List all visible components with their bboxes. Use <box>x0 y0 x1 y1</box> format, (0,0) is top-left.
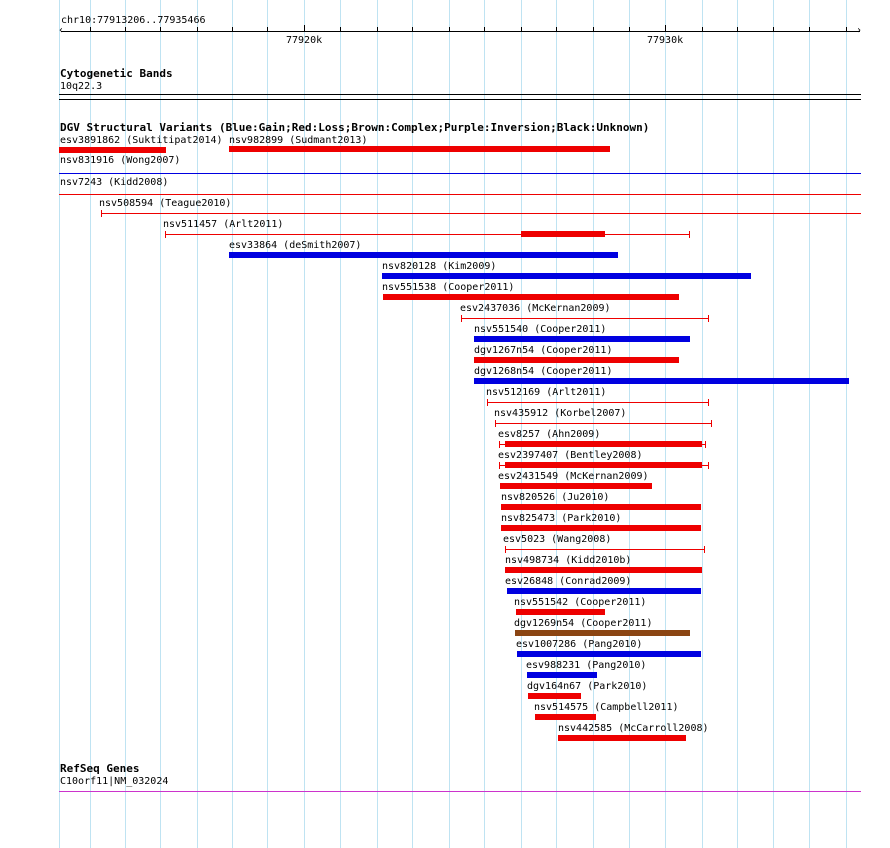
variant-feature-bar[interactable] <box>474 378 849 384</box>
variant-label[interactable]: nsv511457 (Arlt2011) <box>163 219 284 230</box>
ruler-axis <box>61 31 860 32</box>
variant-feature-bar[interactable] <box>558 735 686 741</box>
variant-feature-line[interactable] <box>487 402 709 403</box>
ruler-major-tick <box>665 25 666 32</box>
variant-label[interactable]: esv2431549 (McKernan2009) <box>498 471 649 482</box>
variant-label[interactable]: nsv442585 (McCarroll2008) <box>558 723 709 734</box>
variant-label[interactable]: esv33864 (deSmith2007) <box>229 240 362 251</box>
variant-feature-bar[interactable] <box>515 630 690 636</box>
variant-label[interactable]: nsv498734 (Kidd2010b) <box>505 555 632 566</box>
variant-label[interactable]: dgv1268n54 (Cooper2011) <box>474 366 613 377</box>
variant-feature-bar[interactable] <box>500 483 652 489</box>
variant-label[interactable]: nsv7243 (Kidd2008) <box>60 177 169 188</box>
variant-feature-bar[interactable] <box>501 504 701 510</box>
variant-label[interactable]: esv26848 (Conrad2009) <box>505 576 632 587</box>
variant-label[interactable]: nsv831916 (Wong2007) <box>60 155 181 166</box>
variant-feature-cap <box>711 420 712 427</box>
variant-feature-bar[interactable] <box>229 146 610 152</box>
ruler-tick <box>340 27 341 32</box>
variant-label[interactable]: esv988231 (Pang2010) <box>526 660 647 671</box>
variant-feature-cap <box>705 441 706 448</box>
dgv-track-title: DGV Structural Variants (Blue:Gain;Red:Loss;Brown:Complex;Purple:Inversion;Black:Unknown) <box>60 121 650 134</box>
ruler-tick <box>125 27 126 32</box>
ruler-tick-label: 77920k <box>286 35 323 46</box>
refseq-gene-label[interactable]: C10orf11|NM_032024 <box>60 776 169 787</box>
ruler-tick <box>160 27 161 32</box>
ruler-location: chr10:77913206..77935466 <box>61 15 206 26</box>
variant-feature-cap <box>487 399 488 406</box>
variant-feature-cap <box>708 462 709 469</box>
cytoband-label: 10q22.3 <box>60 81 103 92</box>
variant-feature-core[interactable] <box>521 231 605 237</box>
variant-feature-cap <box>461 315 462 322</box>
ruler-tick <box>556 27 557 32</box>
variant-feature-bar[interactable] <box>527 672 597 678</box>
variant-label[interactable]: esv5023 (Wang2008) <box>503 534 612 545</box>
variant-feature-bar[interactable] <box>528 693 581 699</box>
variant-feature-cap <box>505 546 506 553</box>
ruler-tick-label: 77930k <box>647 35 684 46</box>
variant-label[interactable]: nsv825473 (Park2010) <box>501 513 622 524</box>
variant-feature-bar[interactable] <box>517 651 701 657</box>
variant-label[interactable]: nsv551538 (Cooper2011) <box>382 282 515 293</box>
variant-feature-cap <box>101 210 102 217</box>
variant-feature-line[interactable] <box>165 234 690 235</box>
variant-feature-core[interactable] <box>505 441 702 447</box>
ruler-tick <box>809 27 810 32</box>
cytobands-track-title: Cytogenetic Bands <box>60 67 173 80</box>
variant-label[interactable]: nsv982899 (Sudmant2013) <box>229 135 368 146</box>
cytoband-line <box>59 99 861 100</box>
variant-feature-bar[interactable] <box>535 714 596 720</box>
variant-feature-bar[interactable] <box>382 273 751 279</box>
variant-feature-bar[interactable] <box>383 294 679 300</box>
variant-label[interactable]: esv8257 (Ahn2009) <box>498 429 601 440</box>
variant-feature-cap <box>495 420 496 427</box>
variant-label[interactable]: dgv164n67 (Park2010) <box>527 681 648 692</box>
variant-feature-cap <box>708 399 709 406</box>
variant-feature-cap <box>704 546 705 553</box>
variant-label[interactable]: esv3891862 (Suktitipat2014) <box>60 135 223 146</box>
grid-line <box>665 0 666 848</box>
ruler-tick <box>412 27 413 32</box>
variant-feature-core[interactable] <box>505 462 702 468</box>
variant-feature-line[interactable] <box>495 423 712 424</box>
variant-label[interactable]: dgv1269n54 (Cooper2011) <box>514 618 653 629</box>
grid-line <box>702 0 703 848</box>
ruler-tick <box>521 27 522 32</box>
ruler-tick <box>702 27 703 32</box>
variant-feature-line[interactable] <box>59 173 861 174</box>
variant-feature-cap <box>708 315 709 322</box>
ruler-tick <box>90 27 91 32</box>
grid-line <box>809 0 810 848</box>
ruler-tick <box>377 27 378 32</box>
variant-feature-bar[interactable] <box>474 336 690 342</box>
variant-feature-line[interactable] <box>59 194 861 195</box>
refseq-track-title: RefSeq Genes <box>60 762 140 775</box>
ruler-tick <box>737 27 738 32</box>
ruler-tick <box>232 27 233 32</box>
variant-label[interactable]: nsv512169 (Arlt2011) <box>486 387 607 398</box>
variant-feature-line[interactable] <box>461 318 709 319</box>
ruler-tick <box>449 27 450 32</box>
variant-label[interactable]: nsv435912 (Korbel2007) <box>494 408 627 419</box>
variant-feature-bar[interactable] <box>507 588 701 594</box>
variant-label[interactable]: esv2397407 (Bentley2008) <box>498 450 643 461</box>
ruler-tick <box>846 27 847 32</box>
variant-label[interactable]: dgv1267n54 (Cooper2011) <box>474 345 613 356</box>
variant-feature-bar[interactable] <box>505 567 702 573</box>
variant-feature-bar[interactable] <box>501 525 701 531</box>
variant-label[interactable]: esv1007286 (Pang2010) <box>516 639 643 650</box>
variant-feature-bar[interactable] <box>59 147 166 153</box>
variant-label[interactable]: nsv508594 (Teague2010) <box>99 198 232 209</box>
variant-feature-cap <box>499 441 500 448</box>
ruler-tick <box>267 27 268 32</box>
ruler-tick <box>629 27 630 32</box>
variant-feature-bar[interactable] <box>474 357 679 363</box>
ruler-major-tick <box>304 25 305 32</box>
ruler-tick <box>484 27 485 32</box>
variant-feature-line[interactable] <box>505 549 705 550</box>
ruler-left-arrow: ‹ <box>58 25 65 36</box>
grid-line <box>737 0 738 848</box>
variant-feature-cap <box>689 231 690 238</box>
grid-line <box>773 0 774 848</box>
cytoband-line <box>59 94 861 95</box>
refseq-gene-line[interactable] <box>59 791 861 792</box>
variant-feature-bar[interactable] <box>229 252 618 258</box>
ruler-tick <box>593 27 594 32</box>
variant-label[interactable]: nsv514575 (Campbell2011) <box>534 702 679 713</box>
variant-feature-cap <box>165 231 166 238</box>
grid-line <box>846 0 847 848</box>
ruler-tick <box>197 27 198 32</box>
variant-label[interactable]: nsv551540 (Cooper2011) <box>474 324 607 335</box>
ruler-right-arrow: › <box>856 25 863 36</box>
variant-label[interactable]: nsv820128 (Kim2009) <box>382 261 497 272</box>
variant-label[interactable]: nsv551542 (Cooper2011) <box>514 597 647 608</box>
variant-feature-cap <box>499 462 500 469</box>
variant-label[interactable]: nsv820526 (Ju2010) <box>501 492 610 503</box>
variant-feature-bar[interactable] <box>516 609 605 615</box>
ruler-tick <box>773 27 774 32</box>
variant-feature-line[interactable] <box>101 213 861 214</box>
variant-label[interactable]: esv2437036 (McKernan2009) <box>460 303 611 314</box>
